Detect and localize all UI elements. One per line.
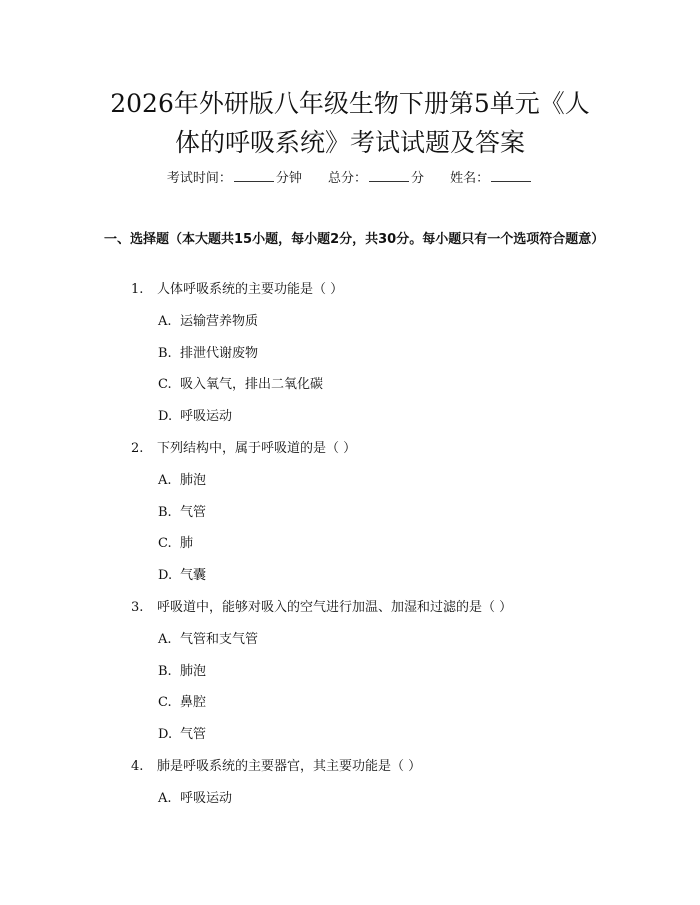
option-letter: B. <box>158 345 172 361</box>
option-text: 气囊 <box>180 568 207 584</box>
answer-option <box>0 693 700 725</box>
answer-option <box>0 344 700 376</box>
answer-option <box>0 312 700 344</box>
option-letter: A. <box>158 472 172 488</box>
option-text: 气管 <box>180 504 207 520</box>
answer-option <box>0 375 700 407</box>
question-number: 2. <box>131 440 144 456</box>
answer-option <box>0 471 700 503</box>
page-title <box>60 84 640 162</box>
title-line-1: 2026年外研版八年级生物下册第5单元《人 <box>110 89 590 118</box>
answer-option <box>0 503 700 535</box>
question-stem: 肺是呼吸系统的主要器官，其主要功能是（ ） <box>157 758 422 774</box>
exam-time-unit: 分钟 <box>275 171 302 186</box>
option-text: 肺泡 <box>180 472 207 488</box>
answer-option <box>0 534 700 566</box>
total-score-field <box>328 168 424 189</box>
option-text: 气管 <box>180 727 207 743</box>
answer-option <box>0 630 700 662</box>
answer-option <box>0 725 700 757</box>
option-text: 肺 <box>180 536 194 552</box>
option-letter: D. <box>158 409 173 425</box>
option-letter: C. <box>158 536 172 552</box>
total-score-blank <box>369 168 409 182</box>
option-text: 呼吸运动 <box>180 409 233 425</box>
name-field <box>450 168 533 189</box>
option-text: 气管和支气管 <box>180 631 259 647</box>
answer-option <box>0 407 700 439</box>
option-letter: C. <box>158 695 172 711</box>
question-item <box>0 757 700 789</box>
option-letter: A. <box>158 790 172 806</box>
option-text: 呼吸运动 <box>180 790 233 806</box>
question-stem: 呼吸道中，能够对吸入的空气进行加温、加湿和过滤的是（ ） <box>157 599 513 615</box>
answer-option <box>0 662 700 694</box>
question-item <box>0 598 700 630</box>
option-letter: D. <box>158 568 173 584</box>
exam-time-label: 考试时间： <box>166 171 232 186</box>
option-letter: A. <box>158 313 172 329</box>
exam-time-blank <box>234 168 274 182</box>
question-item <box>0 439 700 471</box>
name-blank <box>491 168 531 182</box>
question-stem: 下列结构中，属于呼吸道的是（ ） <box>157 440 357 456</box>
option-letter: D. <box>158 727 173 743</box>
option-letter: A. <box>158 631 172 647</box>
total-score-label: 总分： <box>327 171 367 186</box>
option-letter: B. <box>158 504 172 520</box>
question-number: 4. <box>131 758 144 774</box>
name-label: 姓名： <box>450 171 490 186</box>
option-letter: C. <box>158 377 172 393</box>
option-text: 鼻腔 <box>180 695 207 711</box>
question-list <box>0 280 700 821</box>
option-text: 肺泡 <box>180 663 207 679</box>
option-letter: B. <box>158 663 172 679</box>
answer-option <box>0 566 700 598</box>
exam-time-field <box>167 168 302 189</box>
option-text: 排泄代谢废物 <box>180 345 259 361</box>
exam-meta <box>0 168 700 189</box>
total-score-unit: 分 <box>411 171 425 186</box>
question-number: 3. <box>131 599 144 615</box>
answer-option <box>0 789 700 821</box>
question-number: 1. <box>131 282 144 297</box>
option-text: 吸入氧气，排出二氧化碳 <box>180 377 324 393</box>
question-item <box>0 280 700 312</box>
option-text: 运输营养物质 <box>180 313 259 329</box>
section-heading: 一、选择题（本大题共15小题，每小题2分，共30分。每小题只有一个选项符合题意） <box>104 232 605 247</box>
question-stem: 人体呼吸系统的主要功能是（ ） <box>157 282 344 297</box>
title-line-2: 体的呼吸系统》考试试题及答案 <box>174 128 525 157</box>
